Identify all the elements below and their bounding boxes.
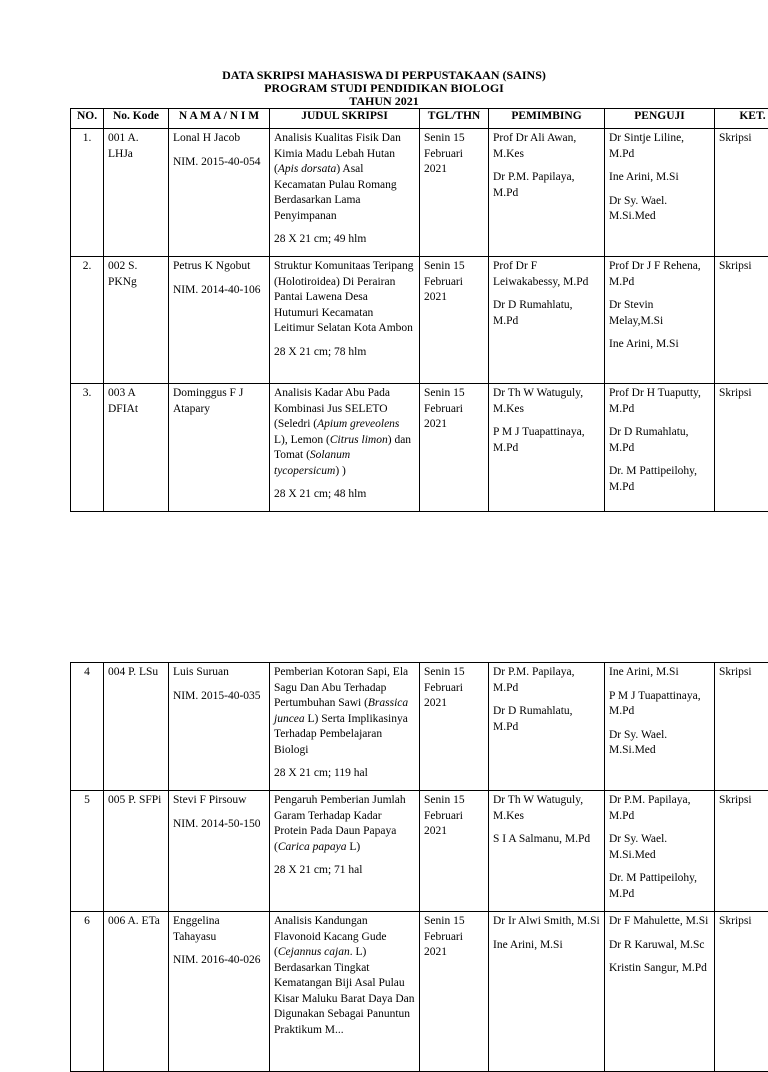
- thesis-title: Analisis Kadar Abu Pada Kombinasi Jus SELETO (Seledri (Apium greveolens L), Lemon (Citrus limon) dan Tomat (Solanum tycopersicum) ): [274, 386, 415, 479]
- thesis-title: Analisis Kandungan Flavonoid Kacang Gude (Cejannus cajan. L) Berdasarkan Tingkat Kematangan Biji Asal Pulau Kisar Maluku Barat Daya Dan Digunakan Sebagai Panuntun Praktikum M...: [274, 914, 415, 1038]
- table-header-row: [71, 109, 768, 129]
- row-judul: [270, 257, 420, 384]
- row-judul: [270, 912, 420, 1072]
- examiner-3: Dr. M Pattipeilohy, M.Pd: [609, 871, 710, 902]
- row-judul: [270, 384, 420, 512]
- row-kode: 002 S. PKNg: [104, 257, 169, 384]
- row-tgl: Senin 15 Februari 2021: [420, 663, 489, 791]
- row-tgl: Senin 15 Februari 2021: [420, 791, 489, 912]
- row-kode: 006 A. ETa: [104, 912, 169, 1072]
- examiner-3: Dr Sy. Wael. M.Si.Med: [609, 728, 710, 759]
- row-penguji: [605, 384, 715, 512]
- row-tgl: Senin 15 Februari 2021: [420, 384, 489, 512]
- row-no: 4: [71, 663, 104, 791]
- row-judul: [270, 663, 420, 791]
- row-judul: [270, 129, 420, 257]
- title-line-1: DATA SKRIPSI MAHASISWA DI PERPUSTAKAAN (SAINS): [0, 69, 768, 82]
- student-name: Dominggus F J Atapary: [173, 386, 265, 417]
- examiner-2: Dr R Karuwal, M.Sc: [609, 938, 710, 954]
- student-nim: NIM. 2014-50-150: [173, 817, 265, 833]
- row-ket: Skripsi: [715, 384, 768, 512]
- student-nim: NIM. 2015-40-035: [173, 689, 265, 705]
- thesis-size: 28 X 21 cm; 49 hlm: [274, 232, 415, 248]
- supervisor-2: S I A Salmanu, M.Pd: [493, 832, 600, 848]
- row-tgl: Senin 15 Februari 2021: [420, 257, 489, 384]
- supervisor-2: Dr D Rumahlatu, M.Pd: [493, 704, 600, 735]
- thesis-title: Analisis Kualitas Fisik Dan Kimia Madu Lebah Hutan (Apis dorsata) Asal Kecamatan Pulau Romang Berdasarkan Lama Penyimpanan: [274, 131, 415, 224]
- examiner-1: Dr F Mahulette, M.Si: [609, 914, 710, 930]
- examiner-3: Ine Arini, M.Si: [609, 337, 710, 353]
- row-no: 5: [71, 791, 104, 912]
- header-judul: JUDUL SKRIPSI: [270, 109, 420, 129]
- header-tgl: TGL/THN: [420, 109, 489, 129]
- header-penguji: PENGUJI: [605, 109, 715, 129]
- title-line-3: TAHUN 2021: [0, 95, 768, 108]
- row-no: 2.: [71, 257, 104, 384]
- thesis-table-page-2: [70, 662, 768, 1072]
- supervisor-1: Prof Dr F Leiwakabessy, M.Pd: [493, 259, 600, 290]
- row-nama-nim: [169, 791, 270, 912]
- supervisor-1: Dr Th W Watuguly, M.Kes: [493, 386, 600, 417]
- thesis-table-page-1: [70, 108, 768, 512]
- thesis-size: 28 X 21 cm; 48 hlm: [274, 487, 415, 503]
- supervisor-2: Dr P.M. Papilaya, M.Pd: [493, 170, 600, 201]
- row-no: 1.: [71, 129, 104, 257]
- row-tgl: Senin 15 Februari 2021: [420, 912, 489, 1072]
- thesis-title: Pemberian Kotoran Sapi, Ela Sagu Dan Abu Terhadap Pertumbuhan Sawi (Brassica juncea L) Serta Implikasinya Terhadap Pembelajaran Biologi: [274, 665, 415, 758]
- examiner-2: Dr D Rumahlatu, M.Pd: [609, 425, 710, 456]
- row-nama-nim: [169, 384, 270, 512]
- row-kode: 004 P. LSu: [104, 663, 169, 791]
- row-pembimbing: [489, 663, 605, 791]
- examiner-2: Dr Stevin Melay,M.Si: [609, 298, 710, 329]
- row-pembimbing: [489, 129, 605, 257]
- examiner-2: Dr Sy. Wael. M.Si.Med: [609, 832, 710, 863]
- examiner-1: Dr P.M. Papilaya, M.Pd: [609, 793, 710, 824]
- supervisor-1: Dr P.M. Papilaya, M.Pd: [493, 665, 600, 696]
- row-nama-nim: [169, 663, 270, 791]
- header-ket: KET.: [715, 109, 768, 129]
- student-nim: NIM. 2016-40-026: [173, 953, 265, 969]
- thesis-title: Pengaruh Pemberian Jumlah Garam Terhadap Kadar Protein Pada Daun Papaya (Carica papaya L): [274, 793, 415, 855]
- row-penguji: [605, 791, 715, 912]
- table-row: [71, 663, 768, 791]
- supervisor-1: Dr Ir Alwi Smith, M.Si: [493, 914, 600, 930]
- row-kode: 003 A DFIAt: [104, 384, 169, 512]
- row-penguji: [605, 129, 715, 257]
- row-ket: Skripsi: [715, 257, 768, 384]
- thesis-size: 28 X 21 cm; 119 hal: [274, 766, 415, 782]
- examiner-3: Kristin Sangur, M.Pd: [609, 961, 710, 977]
- row-kode: 001 A. LHJa: [104, 129, 169, 257]
- header-kode: No. Kode: [104, 109, 169, 129]
- row-penguji: [605, 912, 715, 1072]
- row-penguji: [605, 663, 715, 791]
- table-row: [71, 257, 768, 384]
- supervisor-1: Dr Th W Watuguly, M.Kes: [493, 793, 600, 824]
- examiner-2: P M J Tuapattinaya, M.Pd: [609, 689, 710, 720]
- row-pembimbing: [489, 257, 605, 384]
- row-pembimbing: [489, 912, 605, 1072]
- supervisor-2: Dr D Rumahlatu, M.Pd: [493, 298, 600, 329]
- title-line-2: PROGRAM STUDI PENDIDIKAN BIOLOGI: [0, 82, 768, 95]
- row-nama-nim: [169, 129, 270, 257]
- student-name: Stevi F Pirsouw: [173, 793, 265, 809]
- row-nama-nim: [169, 257, 270, 384]
- examiner-1: Dr Sintje Liline, M.Pd: [609, 131, 710, 162]
- examiner-1: Ine Arini, M.Si: [609, 665, 710, 681]
- thesis-title: Struktur Komunitaas Teripang (Holotiroidea) Di Perairan Pantai Lawena Desa Hutumuri Kecamatan Leitimur Selatan Kota Ambon: [274, 259, 415, 337]
- student-nim: NIM. 2014-40-106: [173, 283, 265, 299]
- table-row: [71, 791, 768, 912]
- examiner-3: Dr Sy. Wael. M.Si.Med: [609, 194, 710, 225]
- header-pembimbing: PEMIMBING: [489, 109, 605, 129]
- row-nama-nim: [169, 912, 270, 1072]
- table-row: [71, 384, 768, 512]
- student-name: Enggelina Tahayasu: [173, 914, 265, 945]
- supervisor-1: Prof Dr Ali Awan, M.Kes: [493, 131, 600, 162]
- examiner-1: Prof Dr J F Rehena, M.Pd: [609, 259, 710, 290]
- table-row: [71, 129, 768, 257]
- header-nama: N A M A / N I M: [169, 109, 270, 129]
- row-kode: 005 P. SFPi: [104, 791, 169, 912]
- supervisor-2: Ine Arini, M.Si: [493, 938, 600, 954]
- row-ket: Skripsi: [715, 129, 768, 257]
- row-pembimbing: [489, 791, 605, 912]
- header-no: NO.: [71, 109, 104, 129]
- document-title: [0, 69, 768, 108]
- row-no: 3.: [71, 384, 104, 512]
- student-name: Lonal H Jacob: [173, 131, 265, 147]
- row-tgl: Senin 15 Februari 2021: [420, 129, 489, 257]
- student-name: Petrus K Ngobut: [173, 259, 265, 275]
- row-no: 6: [71, 912, 104, 1072]
- thesis-size: 28 X 21 cm; 71 hal: [274, 863, 415, 879]
- row-ket: Skripsi: [715, 912, 768, 1072]
- student-name: Luis Suruan: [173, 665, 265, 681]
- examiner-2: Ine Arini, M.Si: [609, 170, 710, 186]
- examiner-1: Prof Dr H Tuaputty, M.Pd: [609, 386, 710, 417]
- thesis-size: 28 X 21 cm; 78 hlm: [274, 345, 415, 361]
- row-ket: Skripsi: [715, 791, 768, 912]
- row-ket: Skripsi: [715, 663, 768, 791]
- student-nim: NIM. 2015-40-054: [173, 155, 265, 171]
- row-pembimbing: [489, 384, 605, 512]
- table-row: [71, 912, 768, 1072]
- supervisor-2: P M J Tuapattinaya, M.Pd: [493, 425, 600, 456]
- row-judul: [270, 791, 420, 912]
- examiner-3: Dr. M Pattipeilohy, M.Pd: [609, 464, 710, 495]
- row-penguji: [605, 257, 715, 384]
